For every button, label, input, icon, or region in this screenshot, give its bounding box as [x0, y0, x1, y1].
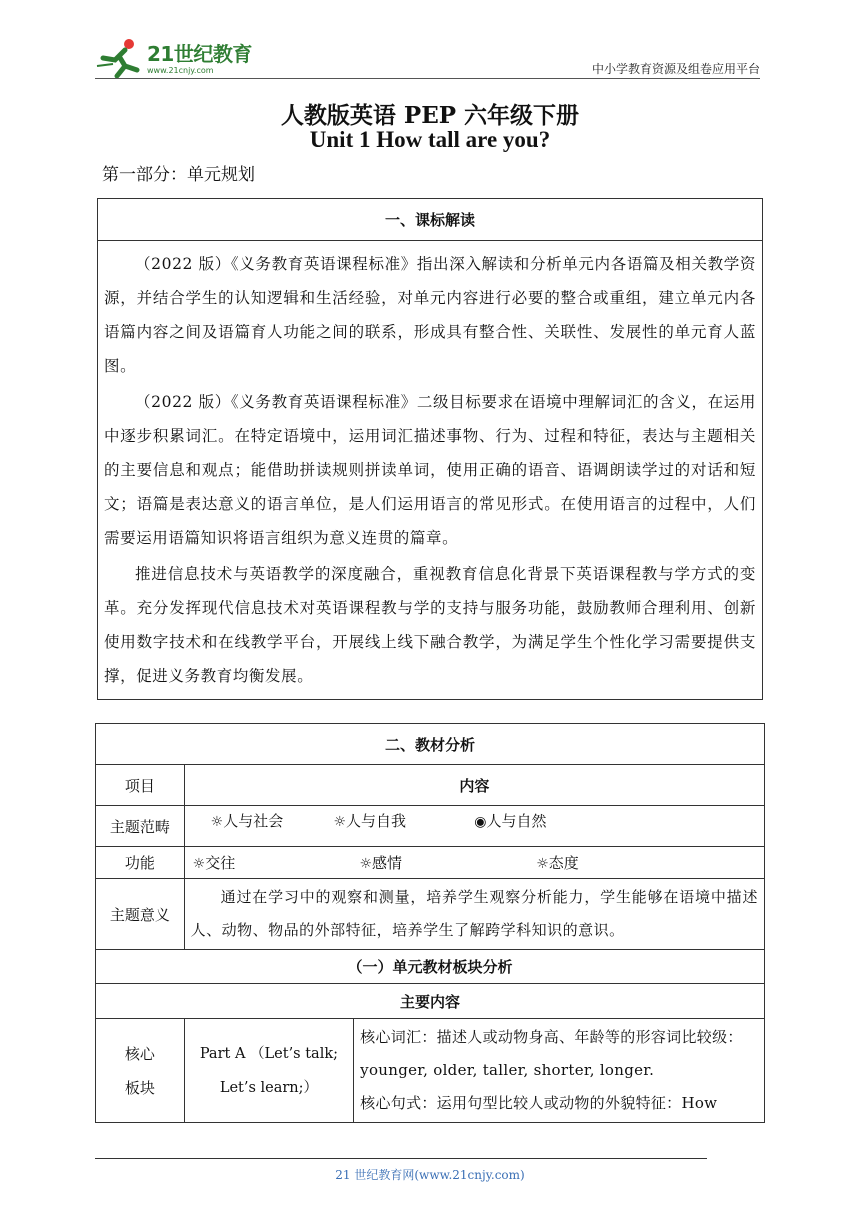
header-divider: [95, 78, 760, 79]
section1-body: [98, 241, 763, 700]
col-item-header: 项目: [96, 765, 185, 806]
paragraph: 推进信息技术与英语教学的深度融合，重视教育信息化背景下英语课程教与学方式的变革。充分发挥现代信息技术对英语课程教与学的支持与服务功能，鼓励教师合理利用、创新使用数字技术和在线教学平台，开展线上线下融合教学，为满足学生个性化学习需要提供支撑，促进义务教育均衡发展。: [104, 565, 756, 685]
function-label: 功能: [96, 847, 185, 879]
col-content-header: 内容: [184, 765, 764, 806]
document-subtitle: Unit 1 How tall are you?: [309, 127, 551, 152]
theme-label: 主题范畴: [96, 806, 185, 847]
core-vocab: 核心词汇：描述人或动物身高、年龄等的形容词比较级：younger, older, taller, shorter, longer.: [360, 1028, 743, 1079]
curriculum-standard-table: [97, 198, 763, 700]
section2-heading: 二、教材分析: [96, 724, 765, 765]
main-content-heading: 主要内容: [96, 984, 765, 1019]
meaning-label: 主题意义: [96, 879, 185, 950]
document-title: 人教版英语 PEP 六年级下册: [280, 102, 580, 129]
header-tagline: 中小学教育资源及组卷应用平台: [591, 62, 760, 76]
section1-heading: 一、课标解读: [98, 199, 763, 241]
theme-option[interactable]: ☼人与社会: [210, 812, 284, 830]
page-header: [95, 30, 760, 80]
runner-logo-icon: [95, 36, 145, 80]
paragraph: （2022 版）《义务教育英语课程标准》二级目标要求在语境中理解词汇的含义，在运用中逐步积累词汇。在特定语境中，运用词汇描述事物、行为、过程和特征，表达与主题相关的主要信息和观点；能借助拼读规则拼读单词，使用正确的语音、语调朗读学过的对话和短文；语篇是表达意义的语言单位，是人们运用语言的常见形式。在使用语言的过程中，人们需要运用语篇知识将语言组织为意义连贯的篇章。: [104, 393, 756, 547]
theme-option-selected[interactable]: ◉人与自然: [474, 812, 547, 830]
function-options: [184, 847, 764, 879]
textbook-analysis-table: [95, 723, 765, 1123]
logo-text: 21世纪教育: [147, 42, 252, 66]
sun-icon: ☼: [536, 856, 549, 872]
selected-radio-icon: ◉: [474, 814, 487, 830]
core-label: 核心 板块: [96, 1019, 185, 1123]
core-content-cell: [354, 1019, 765, 1123]
part-label: 第一部分：单元规划: [102, 165, 255, 185]
logo: [95, 36, 265, 80]
function-option[interactable]: ☼感情: [359, 854, 403, 872]
function-option[interactable]: ☼交往: [192, 854, 236, 872]
part-a-cell: Part A （Let’s talk; Let’s learn;）: [184, 1019, 354, 1123]
sun-icon: ☼: [210, 814, 224, 830]
sub-heading: （一）单元教材板块分析: [96, 950, 765, 984]
theme-option[interactable]: ☼人与自我: [333, 812, 407, 830]
footer-divider: [95, 1158, 707, 1159]
sun-icon: ☼: [359, 856, 373, 872]
footer-link[interactable]: 21 世纪教育网(www.21cnjy.com): [335, 1168, 525, 1182]
sun-icon: ☼: [333, 814, 347, 830]
meaning-text: 通过在学习中的观察和测量，培养学生观察分析能力，学生能够在语境中描述人、动物、物品的外部特征，培养学生了解跨学科知识的意识。: [184, 879, 764, 950]
sun-icon: ☼: [192, 856, 206, 872]
function-option[interactable]: ☼态度: [536, 854, 579, 872]
core-sentence: 核心句式：运用句型比较人或动物的外貌特征：How: [360, 1094, 718, 1112]
theme-options: [184, 806, 764, 847]
paragraph: （2022 版）《义务教育英语课程标准》指出深入解读和分析单元内各语篇及相关教学资源，并结合学生的认知逻辑和生活经验，对单元内容进行必要的整合或重组，建立单元内各语篇内容之间及语篇育人功能之间的联系，形成具有整合性、关联性、发展性的单元育人蓝图。: [104, 255, 756, 375]
logo-url: www.21cnjy.com: [147, 66, 214, 75]
